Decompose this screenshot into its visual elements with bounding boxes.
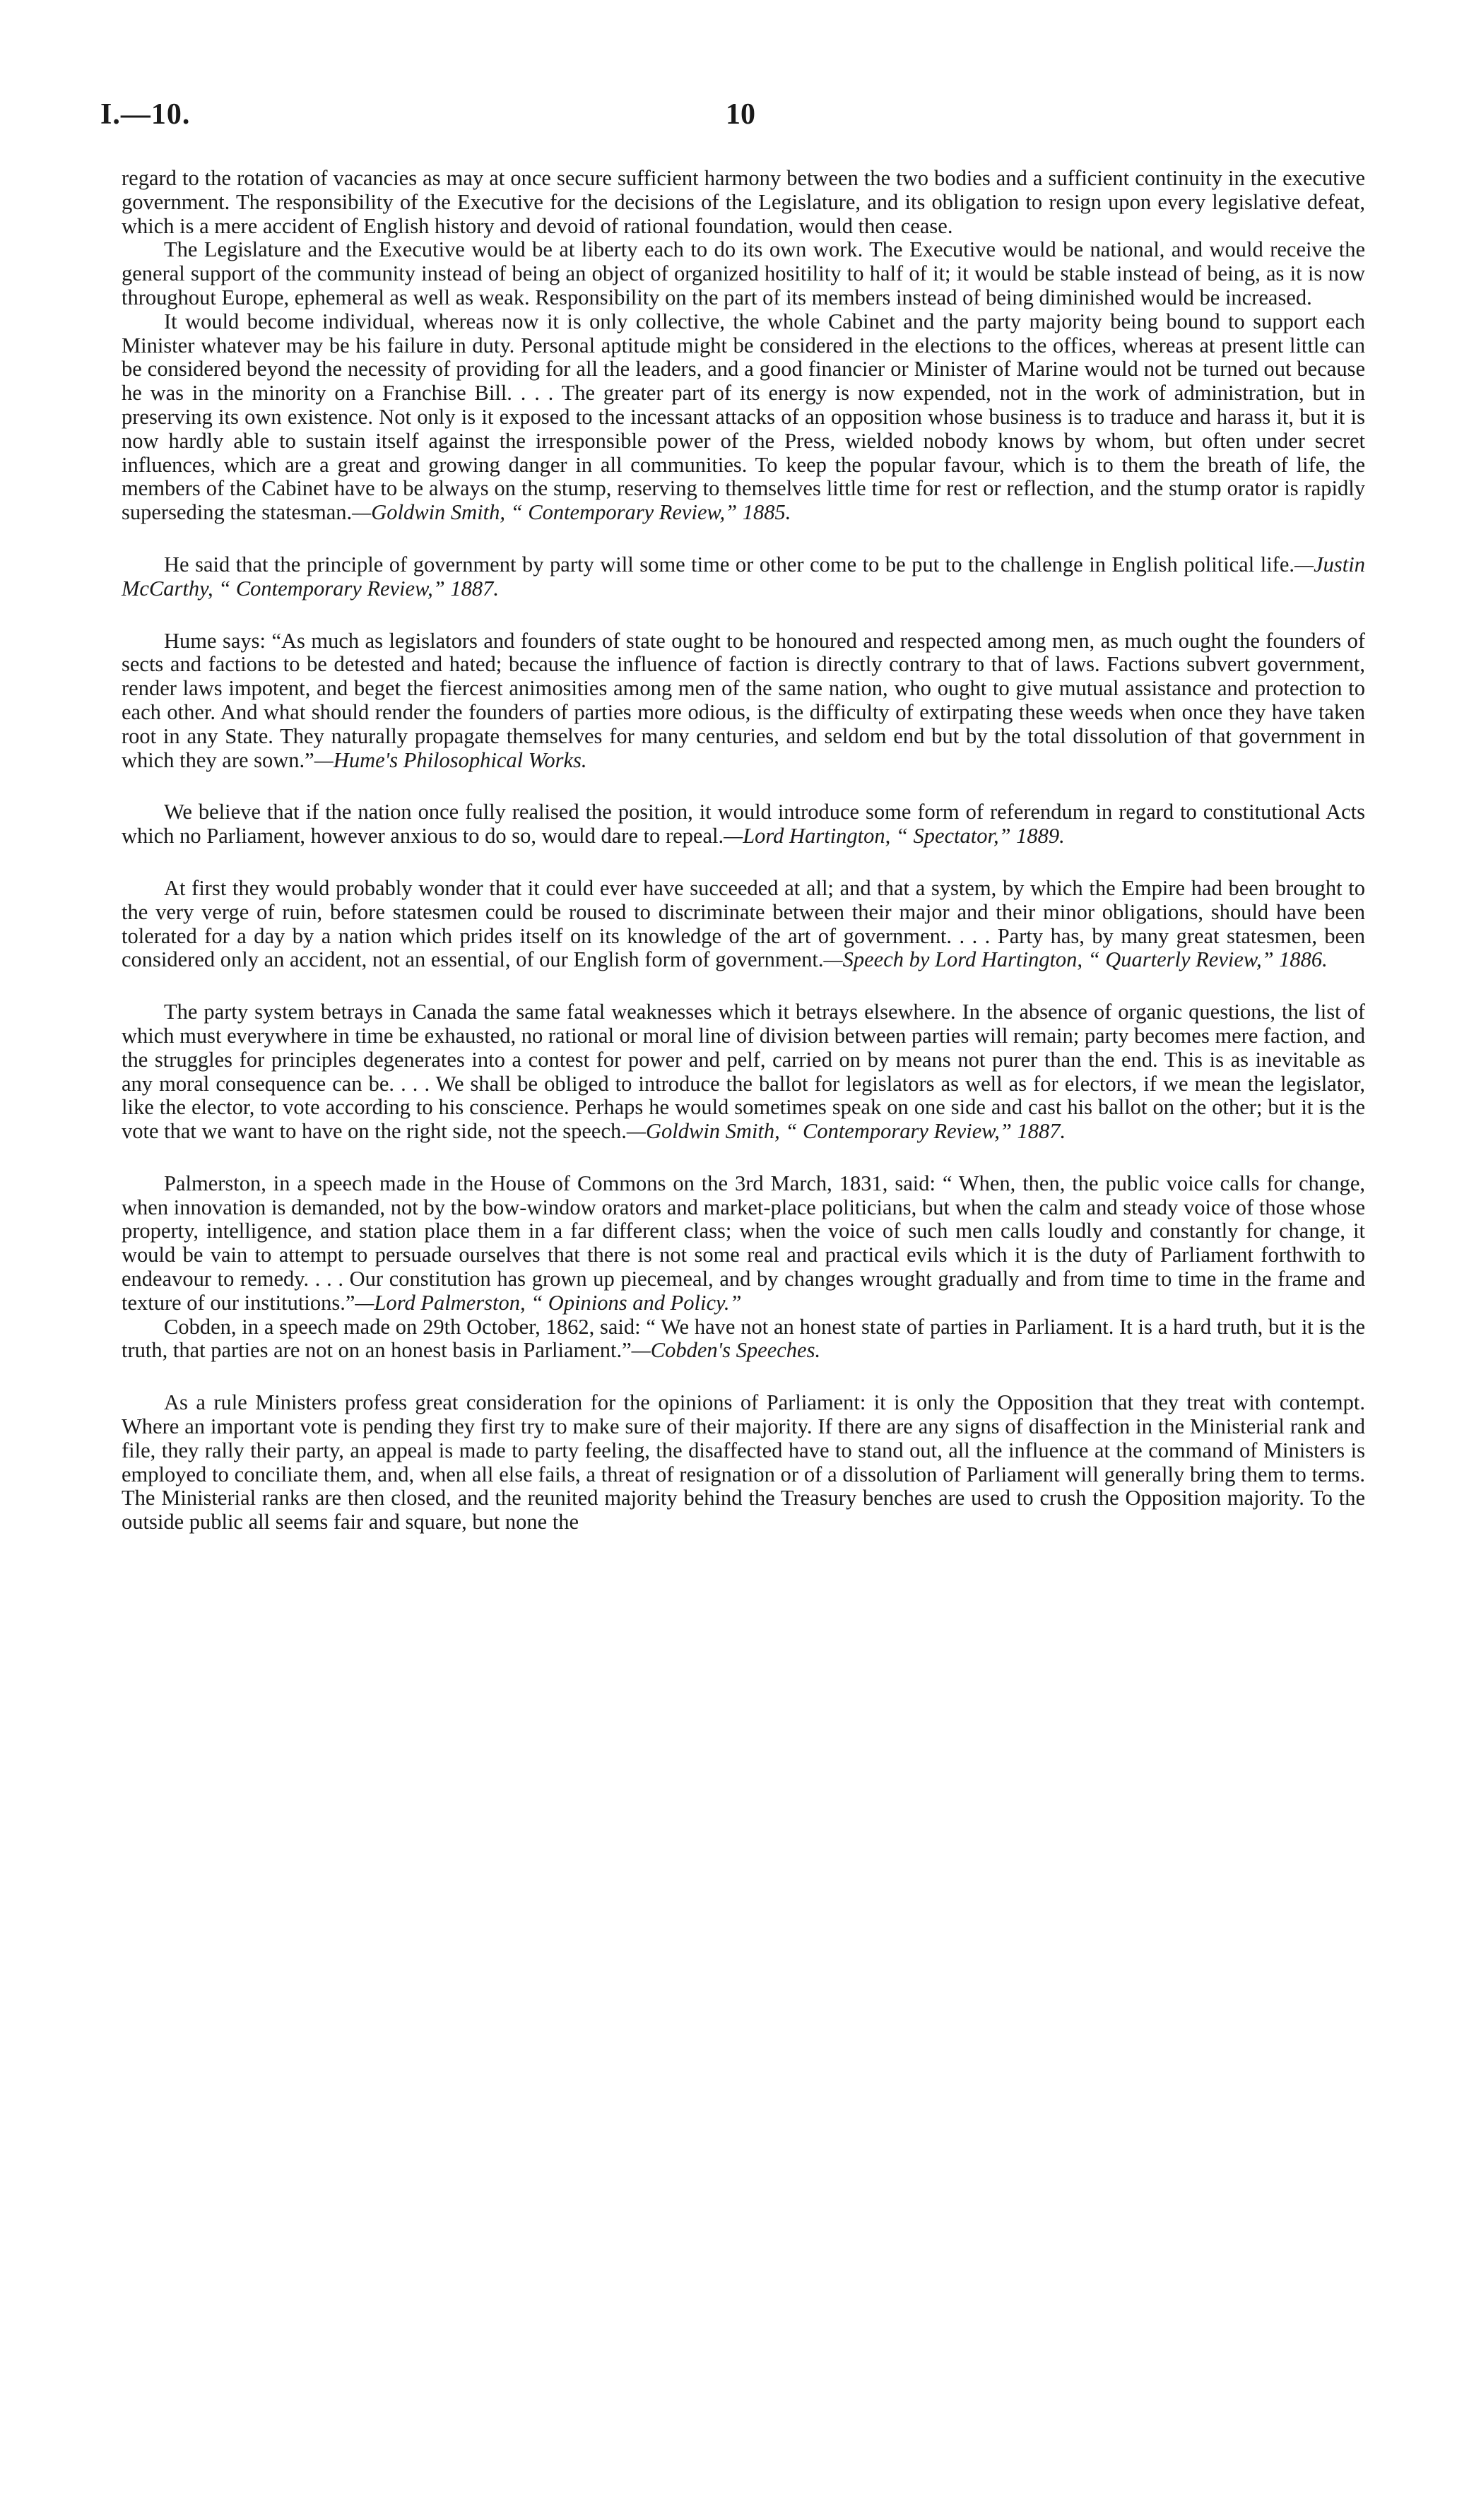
paragraph-3 [122, 310, 1365, 525]
citation: —Goldwin Smith, “ Contemporary Review,” 1885. [352, 500, 791, 525]
paragraph-text: Cobden, in a speech made on 29th October, 1862, said: “ We have not an honest state of parties in Parliament. It is a hard truth, but it is the truth, that parties are not on an honest basis in Parliament.” [122, 1314, 1365, 1363]
citation: —Speech by Lord Hartington, “ Quarterly Review,” 1886. [823, 947, 1328, 972]
paragraph-6 [122, 800, 1365, 848]
paragraph-9 [122, 1172, 1365, 1315]
paragraph-text: As a rule Ministers profess great consideration for the opinions of Parliament: it is only the Opposition that they treat with contempt. Where an important vote is pending they first try to make sure of their majority. If there are any signs of disaffection in the Ministerial rank and file, they rally their party, an appeal is made to party feeling, the disaffected have to stand out, all the influence at the command of Ministers is employed to conciliate them, and, when all else fails, a threat of resignation or of a dissolution of Parliament will generally bring them to terms. The Ministerial ranks are then closed, and the reunited majority behind the Treasury benches are used to crush the Opposition majority. To the outside public all seems fair and square, but none the [122, 1390, 1365, 1534]
citation: —Justin McCarthy, “ Contemporary Review,” 1887. [122, 552, 1365, 601]
page-number: 10 [726, 98, 755, 131]
paragraph-2 [122, 238, 1365, 309]
paragraph-text: regard to the rotation of vacancies as may at once secure sufficient harmony between the two bodies and a sufficient continuity in the executive government. The responsibility of the Executive for the decisions of the Legislature, and its obligation to resign upon every legislative defeat, which is a mere accident of English history and devoid of rational foundation, would then cease. [122, 166, 1365, 238]
paragraph-text: We believe that if the nation once fully realised the position, it would introduce some form of referendum in regard to constitutional Acts which no Parliament, however anxious to do so, would dare to repeal. [122, 800, 1365, 848]
document-reference: I.—10. [100, 98, 191, 131]
paragraph-10 [122, 1315, 1365, 1363]
paragraph-text: Palmerston, in a speech made in the House of Commons on the 3rd March, 1831, said: “ When, then, the public voice calls for change, when innovation is demanded, not by the bow-window orators and market-place politicians, but when the calm and steady voice of those whose property, intelligence, and station place them in a far different class; when the voice of such men calls loudly and constantly for change, it would be vain to attempt to persuade ourselves that there is not some real and practical evils which it is the duty of Parliament forthwith to endeavour to remedy. . . . Our constitution has grown up piecemeal, and by changes wrought gradually and from time to time in the frame and texture of our institutions.” [122, 1171, 1365, 1315]
page-body [122, 167, 1365, 1534]
paragraph-8 [122, 1000, 1365, 1144]
citation: —Goldwin Smith, “ Contemporary Review,” 1887. [626, 1119, 1066, 1144]
paragraph-text: He said that the principle of government by party will some time or other come to be put to the challenge in English political life. [164, 552, 1295, 576]
page-header [100, 97, 1372, 140]
paragraph-1 [122, 167, 1365, 238]
paragraph-text: The Legislature and the Executive would be at liberty each to do its own work. The Executive would be national, and would receive the general support of the community instead of being an object of organized hositility to half of it; it would be stable instead of being, as it is now throughout Europe, ephemeral as well as weak. Responsibility on the part of its members instead of being diminished would be increased. [122, 237, 1365, 309]
paragraph-5 [122, 629, 1365, 773]
citation: —Lord Hartington, “ Spectator,” 1889. [724, 824, 1065, 848]
paragraph-4 [122, 553, 1365, 601]
citation: —Cobden's Speeches. [631, 1338, 821, 1363]
paragraph-text: It would become individual, whereas now it is only collective, the whole Cabinet and the party majority being bound to support each Minister whatever may be his failure in duty. Personal aptitude might be considered in the elections to the offices, whereas at present little can be considered beyond the necessity of providing for all the leaders, and a good financier or Minister of Marine would not be turned out because he was in the minority on a Franchise Bill. . . . The greater part of its energy is now expended, not in the work of administration, but in preserving its own existence. Not only is it exposed to the incessant attacks of an opposition whose business is to traduce and harass it, but it is now hardly able to sustain itself against the irresponsible power of the Press, wielded nobody knows by whom, but often under secret influences, which are a great and growing danger in all communities. To keep the popular favour, which is to them the breath of life, the members of the Cabinet have to be always on the stump, reserving to themselves little time for rest or reflection, and the stump orator is rapidly superseding the statesman. [122, 309, 1365, 525]
paragraph-7 [122, 877, 1365, 972]
paragraph-11 [122, 1391, 1365, 1534]
citation: —Hume's Philosophical Works. [314, 747, 587, 772]
paragraph-text: At first they would probably wonder that it could ever have succeeded at all; and that a system, by which the Empire had been brought to the very verge of ruin, before statesmen could be roused to discriminate between their major and their minor obligations, should have been tolerated for a day by a nation which prides itself on its knowledge of the art of government. . . . Party has, by many great statesmen, been considered only an accident, not an essential, of our English form of government. [122, 875, 1365, 972]
paragraph-text: Hume says: “As much as legislators and founders of state ought to be honoured and respected among men, as much ought the founders of sects and factions to be detested and hated; because the influence of faction is directly contrary to that of laws. Factions subvert government, render laws impotent, and beget the fiercest animosities among men of the same nation, who ought to give mutual assistance and protection to each other. And what should render the founders of parties more odious, is the difficulty of extirpating these weeds when once they have taken root in any State. They naturally propagate themselves for many centuries, and seldom end but by the total dissolution of that government in which they are sown.” [122, 628, 1365, 772]
paragraph-text: The party system betrays in Canada the same fatal weaknesses which it betrays elsewhere. In the absence of organic questions, the list of which must everywhere in time be exhausted, no rational or moral line of division between parties will remain; party becomes mere faction, and the struggles for principles degenerates into a contest for power and pelf, carried on by means not purer than the end. This is as inevitable as any moral consequence can be. . . . We shall be obliged to introduce the ballot for legislators as well as for electors, if we mean the legislator, like the elector, to vote according to his conscience. Perhaps he would sometimes speak on one side and cast his ballot on the other; but it is the vote that we want to have on the right side, not the speech. [122, 1000, 1365, 1144]
citation: —Lord Palmerston, “ Opinions and Policy.” [355, 1290, 742, 1315]
